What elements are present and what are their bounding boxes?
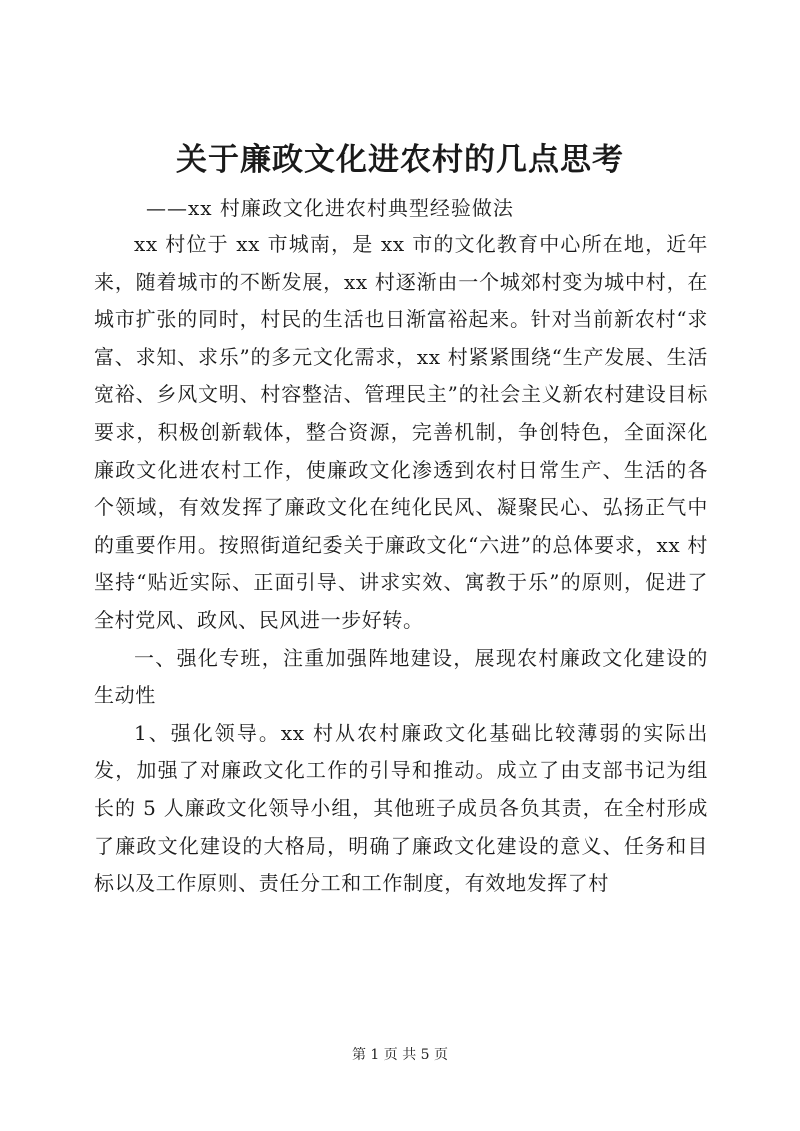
page-number-footer: 第 1 页 共 5 页 <box>351 1047 449 1063</box>
paragraph-intro: xx 村位于 xx 市城南，是 xx 市的文化教育中心所在地，近年来，随着城市的不断发展，xx 村逐渐由一个城郊村变为城中村，在城市扩张的同时，村民的生活也日渐富裕起来。针对当前新农村“求富、求知、求乐”的多元文化需求，xx 村紧紧围绕“生产发展、生活宽裕、乡风文明、村容整洁、管理民主”的社会主义新农村建设目标要求，积极创新载体，整合资源，完善机制，争创特色，全面深化廉政文化进农村工作，使廉政文化渗透到农村日常生产、生活的各个领域，有效发挥了廉政文化在纯化民风、凝聚民心、弘扬正气中的重要作用。按照街道纪委关于廉政文化“六进”的总体要求，xx 村坚持“贴近实际、正面引导、讲求实效、寓教于乐”的原则，促进了全村党风、政风、民风进一步好转。 <box>94 232 708 632</box>
section-heading-1: 一、强化专班，注重加强阵地建设，展现农村廉政文化建设的生动性 <box>94 645 708 708</box>
document-title: 关于廉政文化进农村的几点思考 <box>176 142 624 178</box>
document-body <box>94 226 708 903</box>
document-subtitle: ——xx 村廉政文化进农村典型经验做法 <box>146 196 514 220</box>
paragraph-leadership: 1、强化领导。xx 村从农村廉政文化基础比较薄弱的实际出发，加强了对廉政文化工作的引导和推动。成立了由支部书记为组长的 5 人廉政文化领导小组，其他班子成员各负其责，在全村形成了廉政文化建设的大格局，明确了廉政文化建设的意义、任务和目标以及工作原则、责任分工和工作制度，有效地发挥了村 <box>94 720 708 896</box>
